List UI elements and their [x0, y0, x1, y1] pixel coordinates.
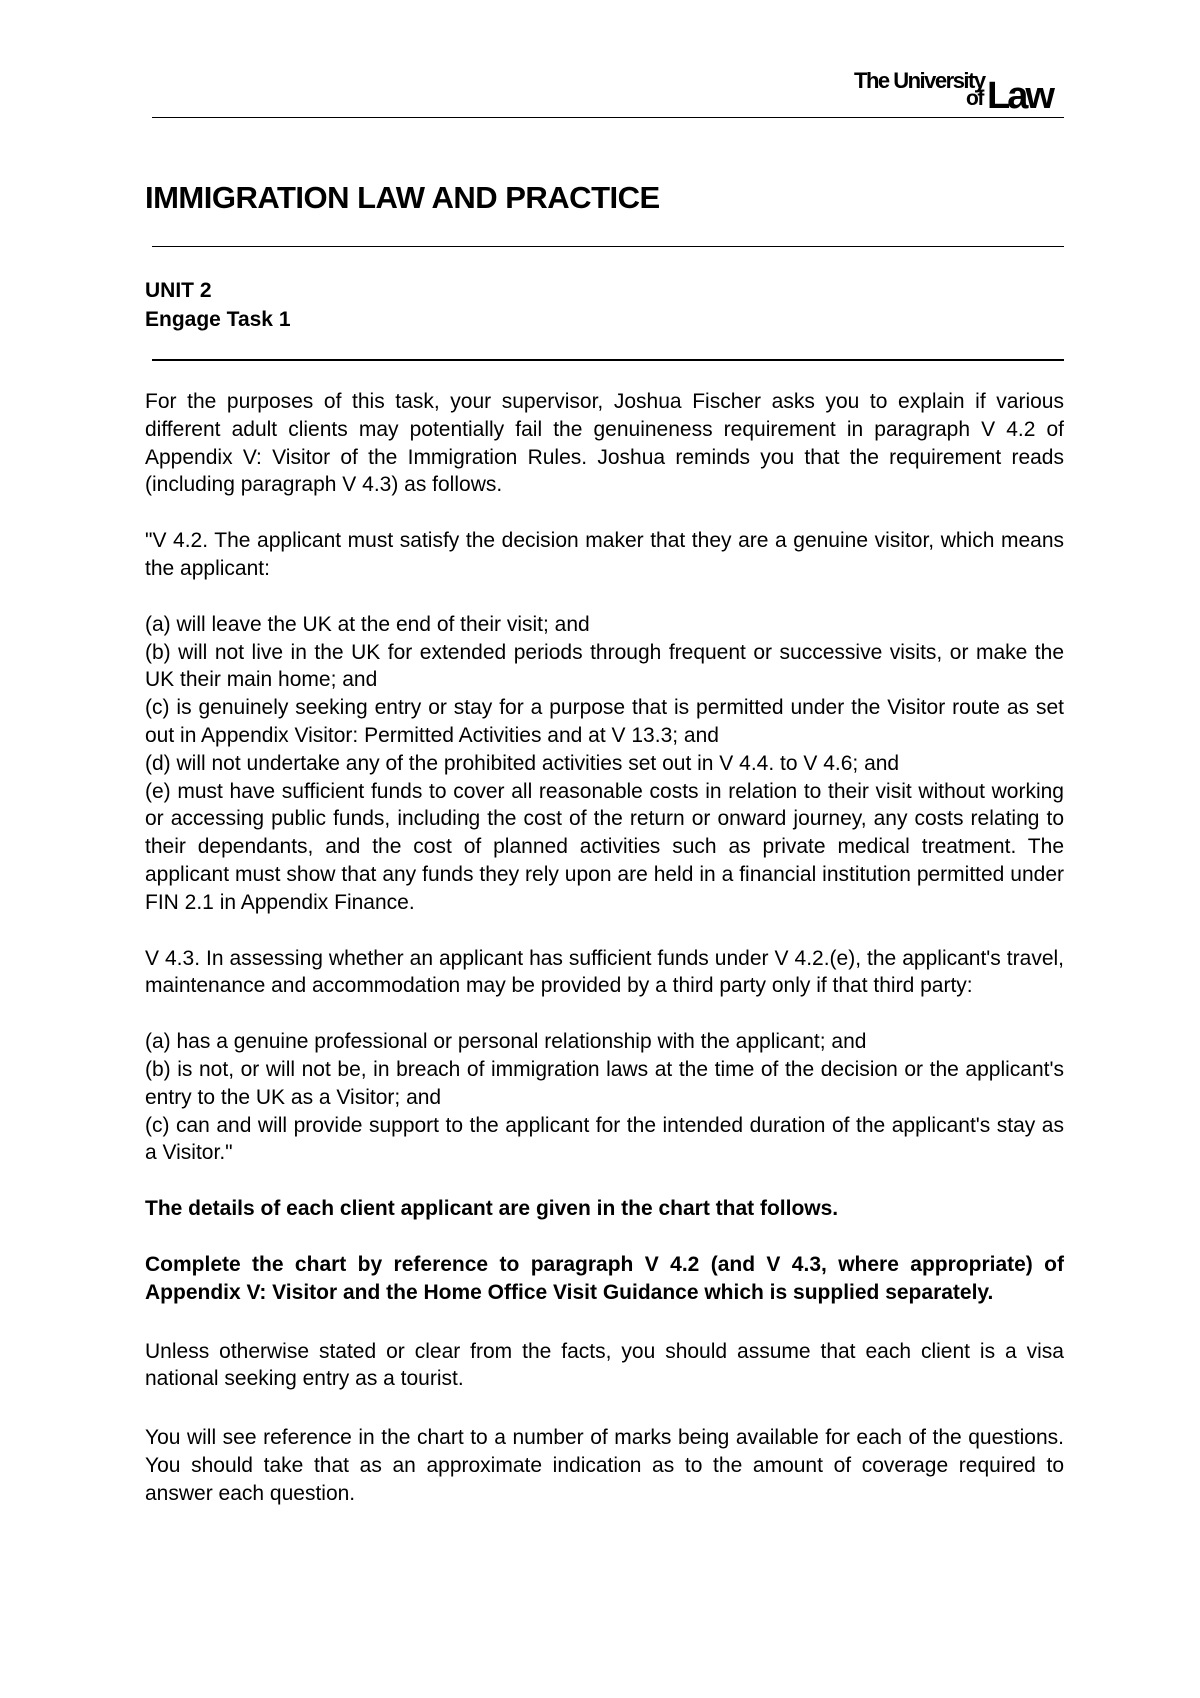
- university-logo: [854, 68, 1064, 117]
- title-divider: [152, 246, 1064, 247]
- unit-label: UNIT 2: [145, 279, 212, 302]
- instruction-complete-chart: Complete the chart by reference to paragraph V 4.2 (and V 4.3, where appropriate) of Appendix V: Visitor and the Home Office Visit Guidance which is supplied separately.: [145, 1252, 1064, 1304]
- v42-item-a: (a) will leave the UK at the end of their visit; and: [145, 612, 590, 636]
- v42-item-c: (c) is genuinely seeking entry or stay for a purpose that is permitted under the Visitor route as set out in Appendix Visitor: Permitted Activities and at V 13.3; and: [145, 696, 1064, 747]
- task-label: Engage Task 1: [145, 308, 291, 331]
- instruction-chart-follows: The details of each client applicant are given in the chart that follows.: [145, 1197, 839, 1221]
- document-title: IMMIGRATION LAW AND PRACTICE: [145, 180, 660, 215]
- logo-line-1: The University: [854, 68, 985, 93]
- header-divider: [152, 117, 1064, 118]
- marks-note-paragraph: You will see reference in the chart to a number of marks being available for each of the questions. You should take that as an approximate indication as to the amount of coverage required to answer each question.: [145, 1426, 1064, 1505]
- document-body: [145, 388, 1064, 1508]
- v43-item-c: (c) can and will provide support to the applicant for the intended duration of the applicant's stay as a Visitor.": [145, 1113, 1064, 1165]
- v42-item-e: (e) must have sufficient funds to cover all reasonable costs in relation to their visit without working or accessing public funds, including the cost of the return or onward journey, any costs relating to their dependants, and the cost of planned activities such as private medical treatment. The applicant must show that any funds they rely upon are held in a financial institution permitted under FIN 2.1 in Appendix Finance.: [145, 779, 1064, 914]
- v42-lead: "V 4.2. The applicant must satisfy the decision maker that they are a genuine visitor, which means the applicant:: [145, 529, 1064, 580]
- logo-of: of: [966, 87, 983, 110]
- intro-paragraph: For the purposes of this task, your supervisor, Joshua Fischer asks you to explain if various different adult clients may potentially fail the genuineness requirement in paragraph V 4.2 of Appendix V: Visitor of the Immigration Rules. Joshua reminds you that the requirement reads (including paragraph V 4.3) as follows.: [145, 390, 1064, 497]
- v42-item-d: (d) will not undertake any of the prohibited activities set out in V 4.4. to V 4.6; and: [145, 751, 900, 775]
- v42-item-b: (b) will not live in the UK for extended periods through frequent or successive visits, or make the UK their main home; and: [145, 640, 1064, 692]
- logo-law: Law: [987, 75, 1052, 117]
- assumption-paragraph: Unless otherwise stated or clear from the facts, you should assume that each client is a visa national seeking entry as a tourist.: [145, 1339, 1064, 1391]
- v43-item-b: (b) is not, or will not be, in breach of immigration laws at the time of the decision or the applicant's entry to the UK as a Visitor; and: [145, 1057, 1064, 1109]
- section-divider: [152, 359, 1064, 361]
- v43-lead: V 4.3. In assessing whether an applicant has sufficient funds under V 4.2.(e), the applicant's travel, maintenance and accommodation may be provided by a third party only if that third party:: [145, 946, 1064, 998]
- v43-item-a: (a) has a genuine professional or personal relationship with the applicant; and: [145, 1030, 867, 1054]
